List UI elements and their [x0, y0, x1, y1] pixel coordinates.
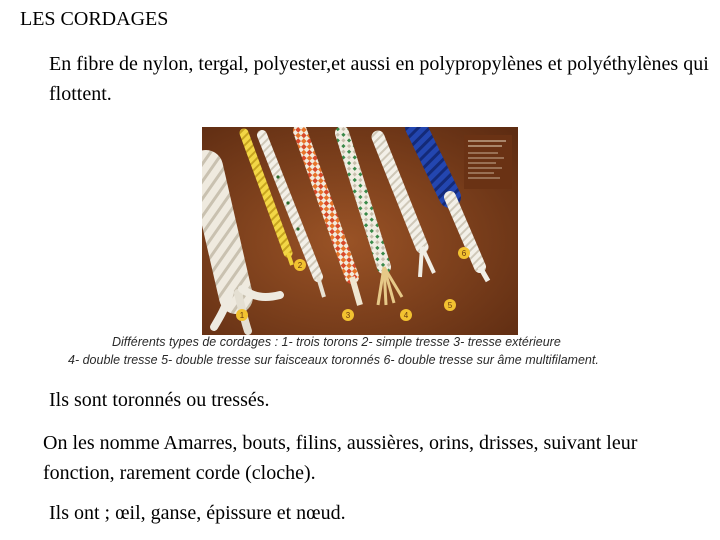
svg-text:3: 3 — [345, 311, 351, 320]
body-line-construction: Ils sont toronnés ou tressés. — [49, 389, 270, 411]
marker-4 — [400, 309, 412, 321]
svg-text:6: 6 — [461, 249, 467, 258]
ropes-photo — [202, 127, 518, 335]
svg-text:5: 5 — [447, 301, 453, 310]
body-line-features: Ils ont ; œil, ganse, épissure et nœud. — [49, 502, 346, 524]
photo-inset-label — [464, 135, 512, 189]
svg-text:2: 2 — [297, 261, 303, 270]
page-title: LES CORDAGES — [20, 8, 169, 30]
photo-caption-line-2: 4- double tresse 5- double tresse sur faisceaux toronnés 6- double tresse sur âme multifilament. — [68, 353, 599, 367]
marker-5 — [444, 299, 456, 311]
marker-1 — [236, 309, 248, 321]
intro-paragraph: En fibre de nylon, tergal, polyester,et aussi en polypropylènes et polyéthylènes qui flottent. — [49, 53, 709, 105]
body-line-names: On les nomme Amarres, bouts, filins, aussières, orins, drisses, suivant leur fonction, rarement corde (cloche). — [43, 432, 638, 484]
marker-2 — [294, 259, 306, 271]
photo-caption-line-1: Différents types de cordages : 1- trois torons 2- simple tresse 3- tresse extérieure — [112, 335, 561, 349]
svg-text:1: 1 — [239, 311, 245, 320]
svg-text:4: 4 — [403, 311, 409, 320]
marker-3 — [342, 309, 354, 321]
marker-6 — [458, 247, 470, 259]
